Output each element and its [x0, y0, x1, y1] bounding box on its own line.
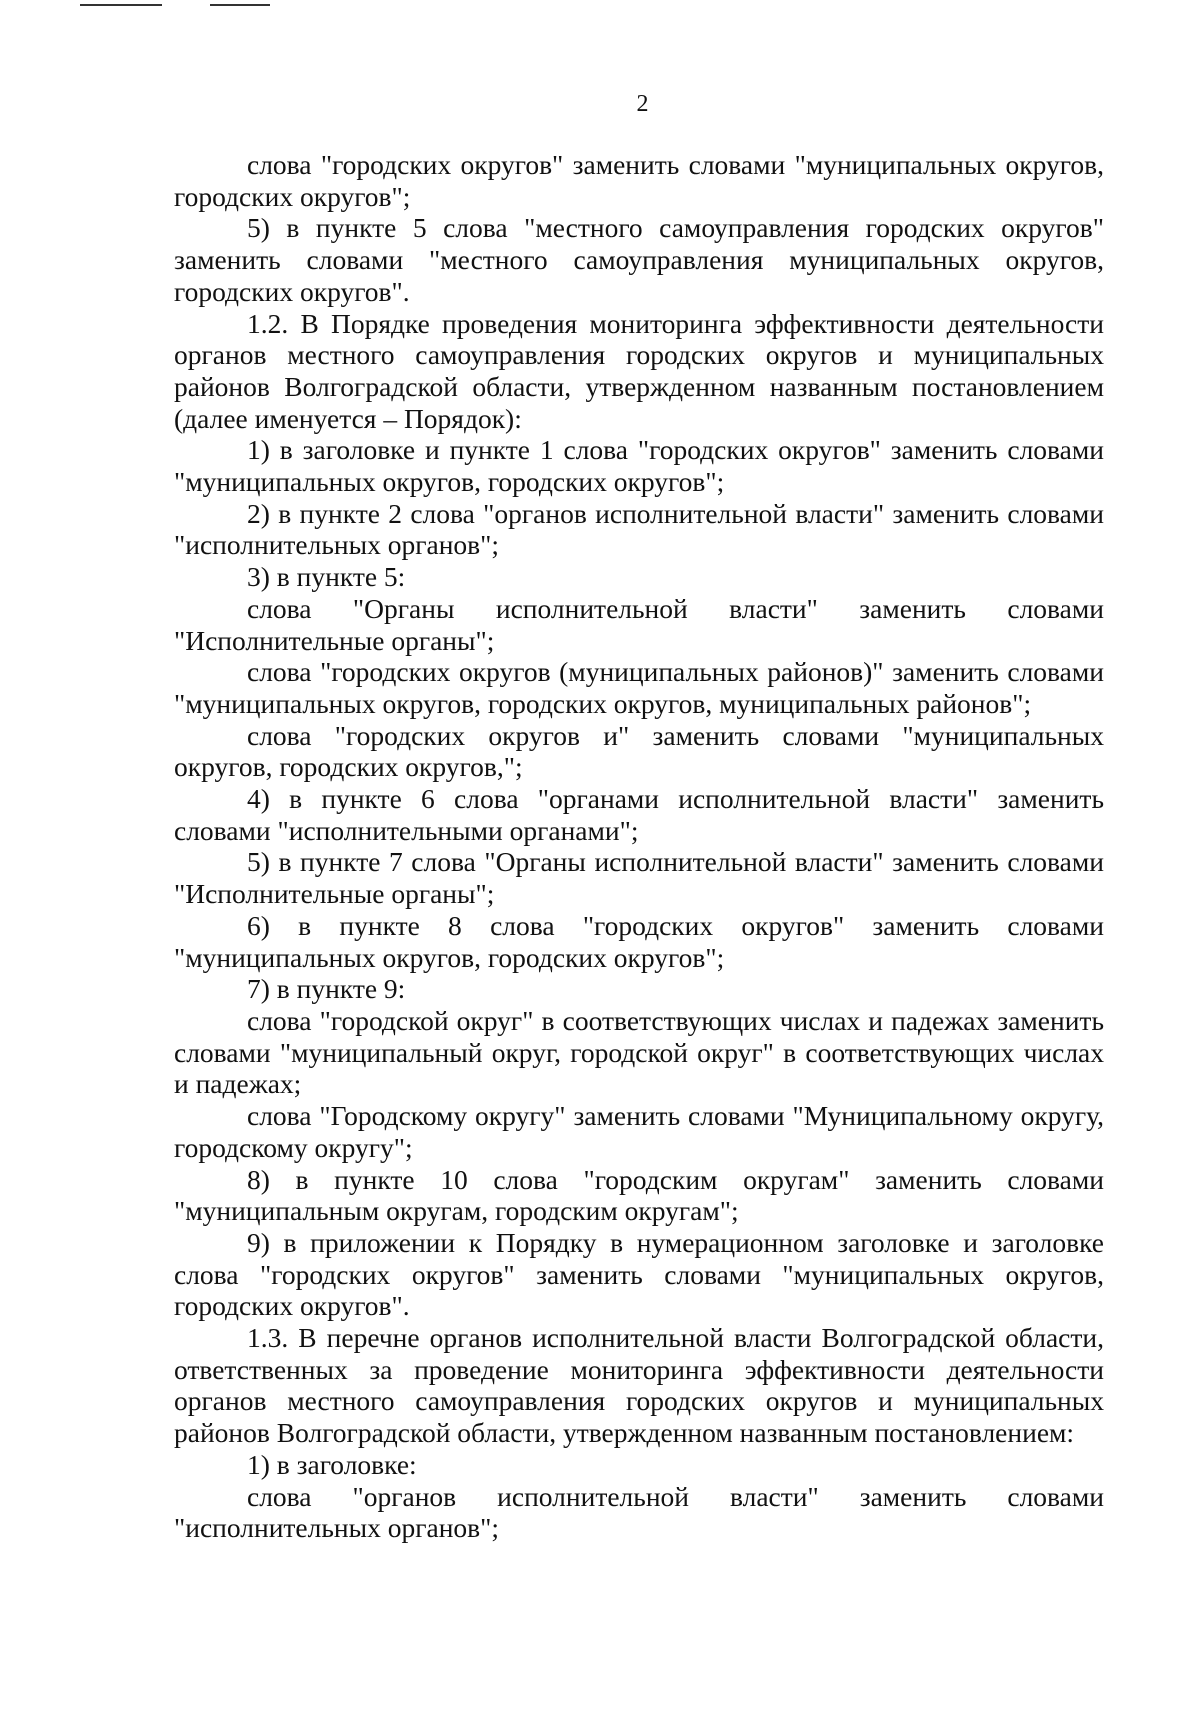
paragraph: 6) в пункте 8 слова "городских округов" заменить словами "муниципальных округов, городских округов"; — [174, 909, 1104, 973]
paragraph: слова "городских округов и" заменить словами "муниципальных округов, городских округов,"; — [174, 719, 1104, 783]
paragraph: слова "городской округ" в соответствующих числах и падежах заменить словами "муниципальный округ, городской округ" в соответствующих числах и падежах; — [174, 1004, 1104, 1100]
page-number: 2 — [636, 91, 649, 117]
paragraph: слова "Органы исполнительной власти" заменить словами "Исполнительные органы"; — [174, 592, 1104, 656]
paragraph: слова "городских округов" заменить словами "муниципальных округов, городских округов"; — [174, 149, 1104, 212]
paragraph: 4) в пункте 6 слова "органами исполнительной власти" заменить словами "исполнительными органами"; — [174, 783, 1104, 846]
scan-edge-mark — [80, 4, 162, 6]
paragraph: 2) в пункте 2 слова "органов исполнительной власти" заменить словами "исполнительных органов"; — [174, 497, 1104, 561]
paragraph: 1) в заголовке: — [247, 1448, 417, 1480]
paragraph: 9) в приложении к Порядку в нумерационном заголовке и заголовке слова "городских округов" заменить словами "муниципальных округов, городских округов". — [174, 1226, 1104, 1322]
paragraph: слова "органов исполнительной власти" заменить словами "исполнительных органов"; — [174, 1480, 1104, 1544]
document-body — [174, 149, 1104, 1544]
paragraph: 5) в пункте 5 слова "местного самоуправления городских округов" заменить словами "местного самоуправления муниципальных округов, городских округов". — [174, 212, 1104, 307]
paragraph: 7) в пункте 9: — [247, 973, 406, 1005]
paragraph: 1.3. В перечне органов исполнительной власти Волгоградской области, ответственных за проведение мониторинга эффективности деятельности органов местного самоуправления городских округов и муниципальных районов Волгоградской области, утвержденном названным постановлением: — [174, 1322, 1104, 1449]
paragraph: 8) в пункте 10 слова "городским округам" заменить словами "муниципальным округам, городским округам"; — [174, 1163, 1104, 1227]
paragraph: 5) в пункте 7 слова "Органы исполнительной власти" заменить словами "Исполнительные органы"; — [174, 846, 1104, 910]
paragraph: 3) в пункте 5: — [247, 561, 406, 593]
scan-edge-mark — [210, 4, 270, 6]
paragraph: 1) в заголовке и пункте 1 слова "городских округов" заменить словами "муниципальных округов, городских округов"; — [174, 434, 1104, 498]
paragraph: слова "городских округов (муниципальных районов)" заменить словами "муниципальных округов, городских округов, муниципальных районов"; — [174, 656, 1104, 719]
paragraph: 1.2. В Порядке проведения мониторинга эффективности деятельности органов местного самоуправления городских округов и муниципальных районов Волгоградской области, утвержденном названным постановлением (далее именуется – Порядок): — [174, 307, 1104, 434]
paragraph: слова "Городскому округу" заменить словами "Муниципальному округу, городскому округу"; — [174, 1100, 1104, 1163]
